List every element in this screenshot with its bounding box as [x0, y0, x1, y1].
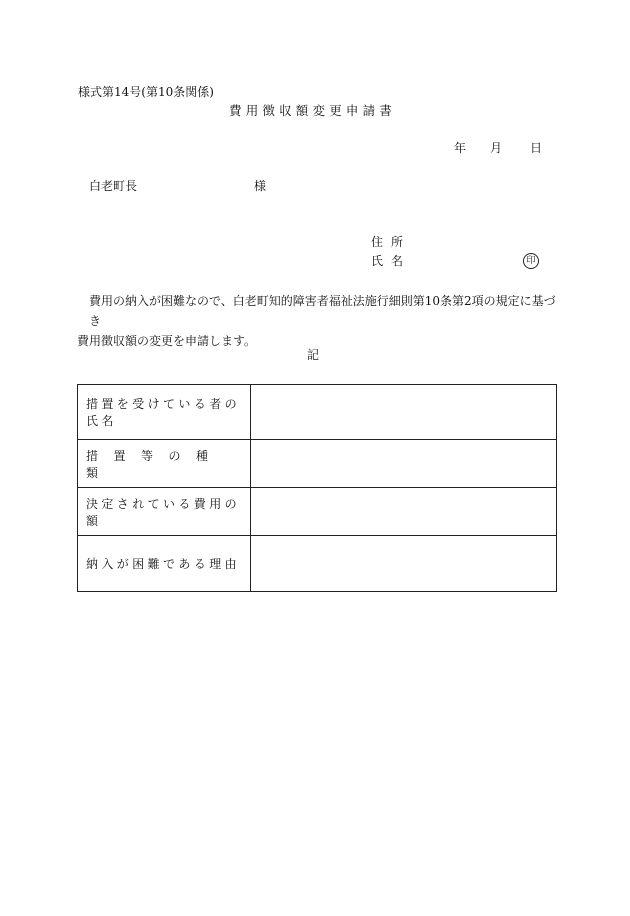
date-day-label: 日	[530, 141, 543, 155]
date-month-label: 月	[490, 141, 503, 155]
row-label-fee-amount: 決定されている費用の額	[78, 488, 251, 536]
row-value-measure-type[interactable]	[251, 440, 557, 488]
table-row	[78, 440, 557, 488]
form-number: 様式第14号(第10条関係)	[78, 85, 214, 99]
row-label-recipient-name: 措置を受けている者の氏名	[78, 385, 251, 440]
ki-heading: 記	[307, 348, 320, 362]
row-value-recipient-name[interactable]	[251, 385, 557, 440]
body-line-2: 費用徴収額の変更を申請します。	[77, 334, 257, 348]
body-line-1: 費用の納入が困難なので、白老町知的障害者福祉法施行細則第10条第2項の規定に基づき	[89, 294, 556, 328]
table-row	[78, 385, 557, 440]
row-value-fee-amount[interactable]	[251, 488, 557, 536]
date-year-label: 年	[454, 141, 467, 155]
addressee-honorific: 様	[254, 179, 267, 193]
row-label-difficulty-reason: 納入が困難である理由	[78, 536, 251, 592]
seal-mark-icon: 印	[523, 253, 539, 269]
body-text	[77, 291, 559, 351]
row-value-difficulty-reason[interactable]	[251, 536, 557, 592]
applicant-address-label: 住所	[371, 235, 412, 249]
table-row	[78, 536, 557, 592]
date-line	[454, 142, 542, 154]
table-row	[78, 488, 557, 536]
document-title: 費用徴収額変更申請書	[229, 103, 397, 118]
row-label-measure-type: 措置等の種類	[78, 440, 251, 488]
addressee-name: 白老町長	[89, 179, 138, 193]
applicant-name-label: 氏名	[371, 254, 412, 268]
detail-table	[77, 384, 557, 592]
